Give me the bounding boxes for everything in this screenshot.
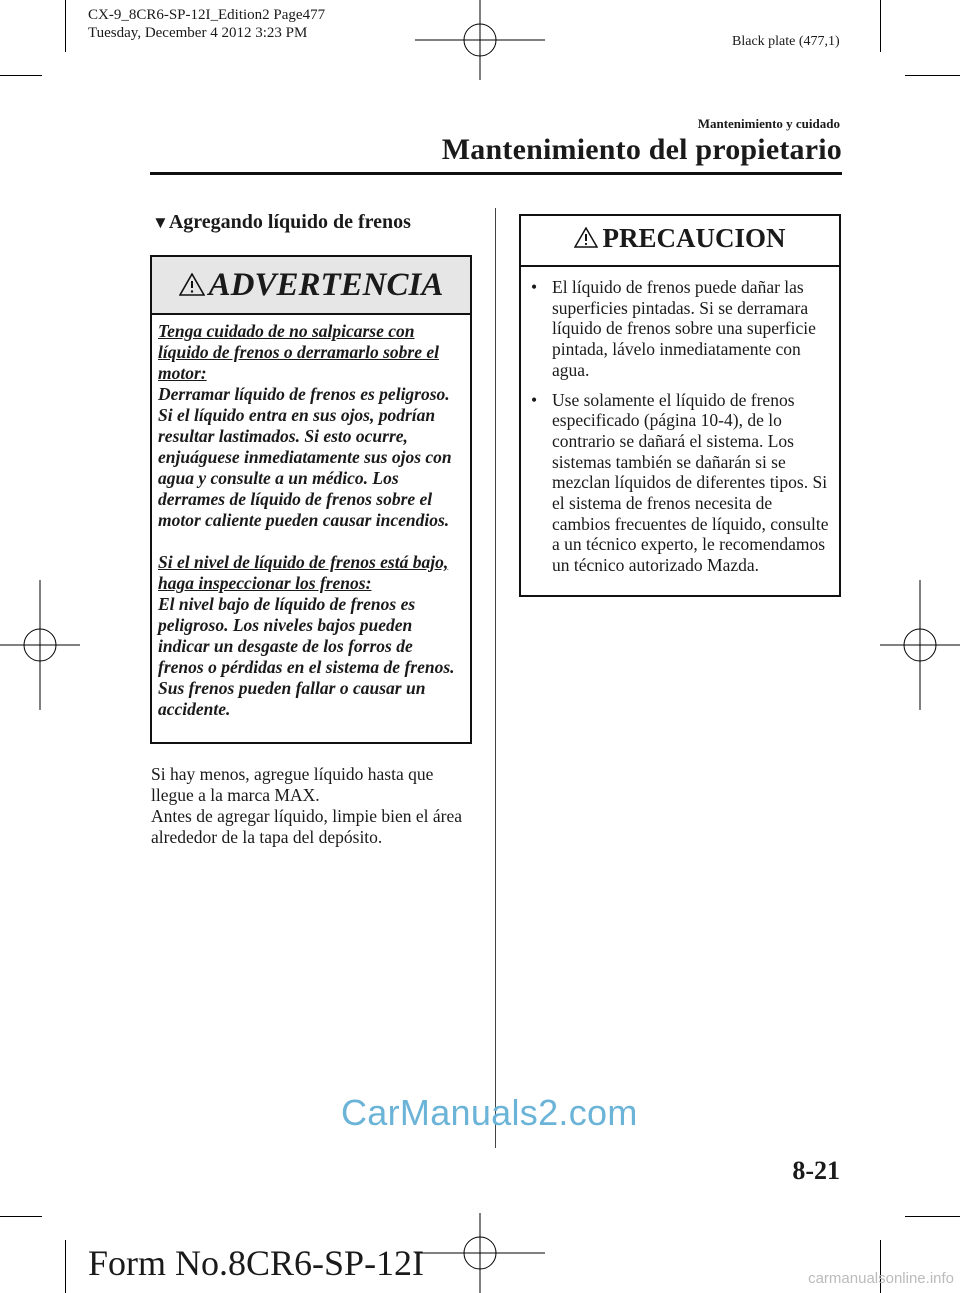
list-item	[529, 277, 831, 381]
list-item	[529, 390, 831, 576]
crop-mark	[880, 0, 881, 52]
registration-mark-bottom	[415, 1213, 545, 1293]
paragraph-max-level: Si hay menos, agregue líquido hasta que llegue a la marca MAX.	[151, 764, 434, 805]
page-number: 8-21	[792, 1156, 840, 1185]
paragraph-clean-cap: Antes de agregar líquido, limpie bien el área alrededor de la tapa del depósito.	[151, 806, 462, 847]
header-rule	[150, 172, 842, 175]
section-heading	[152, 211, 411, 234]
crop-mark	[65, 1240, 66, 1293]
warning-p2-heading: Si el nivel de líquido de frenos está bajo, haga inspeccionar los frenos:	[158, 552, 449, 593]
warning-p2-body: El nivel bajo de líquido de frenos es peligroso. Los niveles bajos pueden indicar un desgaste de los forros de frenos o pérdidas en el sistema de frenos. Sus frenos pueden fallar o causar un accidente.	[158, 594, 455, 719]
file-line: CX-9_8CR6-SP-12I_Edition2 Page477	[88, 7, 326, 23]
caution-item-text: Use solamente el líquido de frenos especificado (página 10-4), de lo contrario se dañará el sistema. Los sistemas también se dañarán si se mezclan líquidos de diferentes tipos. Si el sistema de frenos necesita de cambios frecuentes de líquido, consulte a un técnico experto, le recomendamos un técnico autorizado Mazda.	[552, 389, 829, 576]
warning-title: ADVERTENCIA	[208, 267, 444, 303]
caution-box	[519, 214, 841, 597]
section-label: Mantenimiento y cuidado	[697, 116, 840, 131]
registration-mark-top	[415, 0, 545, 80]
bullet-icon: •	[531, 277, 538, 297]
caution-triangle-icon	[574, 227, 598, 248]
crop-mark	[65, 0, 66, 52]
column-divider	[495, 208, 496, 1148]
caution-list	[521, 267, 839, 576]
warning-header	[152, 257, 470, 315]
date-line: Tuesday, December 4 2012 3:23 PM	[88, 25, 308, 41]
plate-label: Black plate (477,1)	[732, 34, 840, 49]
heading-marker: ▼	[152, 213, 169, 232]
form-number: Form No.8CR6-SP-12I	[88, 1243, 425, 1283]
crop-mark	[905, 75, 960, 76]
heading-text: Agregando líquido de frenos	[168, 211, 411, 233]
caution-title: PRECAUCION	[602, 223, 786, 253]
warning-body	[152, 315, 470, 720]
warning-p1-heading: Tenga cuidado de no salpicarse con líquido de frenos o derramarlo sobre el motor:	[158, 321, 439, 383]
registration-mark-right	[880, 580, 960, 710]
crop-mark	[0, 75, 42, 76]
print-meta	[88, 6, 325, 42]
registration-mark-left	[0, 580, 80, 710]
warning-p1-body: Derramar líquido de frenos es peligroso. Si el líquido entra en sus ojos, podrían resultar lastimados. Si esto ocurre, enjuáguese inmediatamente sus ojos con agua y consulte a un médico. Los derrames de líquido de frenos sobre el motor caliente pueden causar incendios.	[158, 384, 452, 530]
caution-header	[521, 216, 839, 260]
watermark-logo: CarManuals2.com	[341, 1092, 638, 1133]
crop-mark	[905, 1216, 960, 1217]
bullet-icon: •	[531, 389, 538, 410]
watermark-url: carmanualsonline.info	[808, 1270, 954, 1287]
caution-item-text: El líquido de frenos puede dañar las superficies pintadas. Si se derramara líquido de frenos sobre una superficie pintada, lávelo inmediatamente con agua.	[552, 277, 816, 380]
crop-mark	[0, 1216, 42, 1217]
warning-box	[150, 255, 472, 744]
body-paragraphs	[151, 764, 476, 848]
warning-triangle-icon	[179, 273, 205, 296]
page-title: Mantenimiento del propietario	[441, 133, 842, 166]
